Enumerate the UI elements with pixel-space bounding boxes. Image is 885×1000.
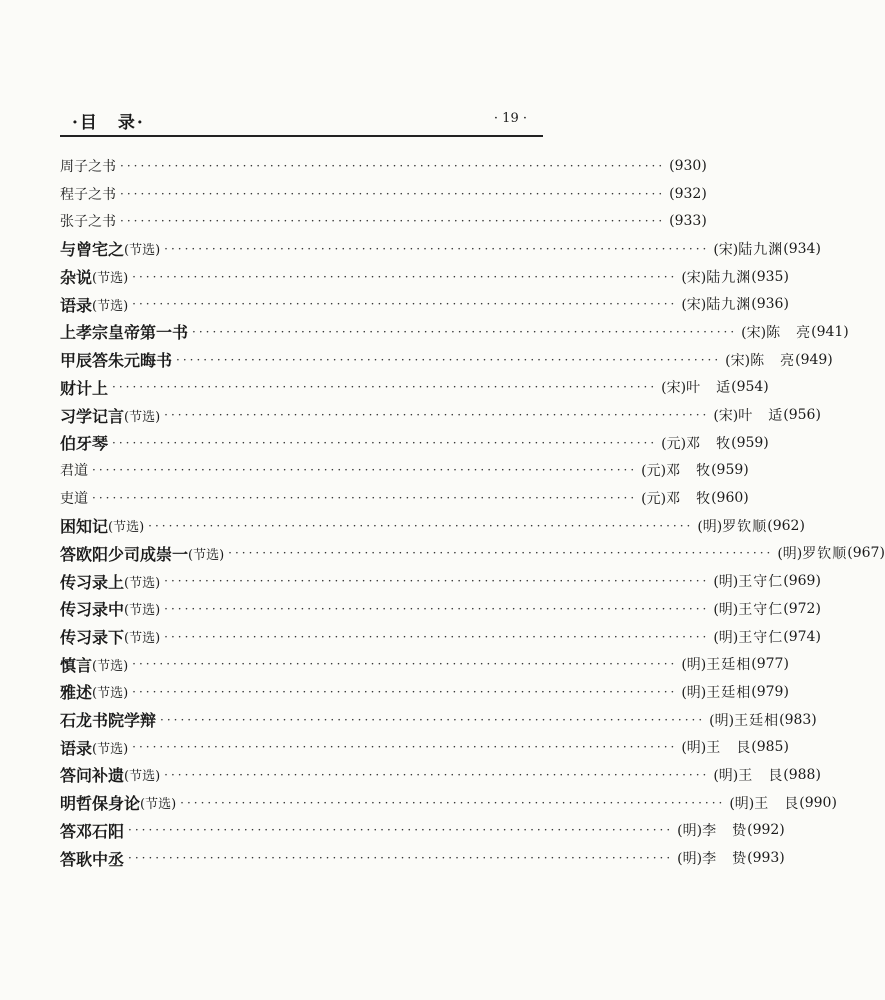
entry-page: (979) [751,683,789,700]
toc-entry [60,180,707,208]
entry-author: 王廷相 [706,684,752,701]
entry-page: (941) [811,323,849,340]
entry-title: 石龙书院学辩 [60,711,157,731]
entry-dynasty: (元) [661,435,687,452]
toc-entry [60,457,749,485]
entry-author: 王廷相 [706,657,752,674]
toc-entry [60,512,805,540]
entry-note: (节选) [124,575,161,591]
toc-entry [60,346,833,374]
entry-note: (节选) [92,741,129,757]
entry-title: 答耿中丞 [60,849,125,869]
toc-entry [60,678,789,706]
entry-title: 上孝宗皇帝第一书 [60,323,189,343]
toc-entry [60,623,821,651]
entry-title: 答欧阳少司成崇一 [60,544,189,564]
dot-leader: ················································································ [228,546,774,561]
entry-page: (936) [751,296,789,313]
dot-leader: ················································································ [164,767,710,782]
entry-page: (993) [747,850,785,867]
entry-author: 王守仁 [738,629,784,646]
toc-entry [60,263,789,291]
entry-page: (933) [669,213,707,230]
entry-dynasty: (明) [713,574,739,591]
entry-page: (959) [711,462,749,479]
entry-author: 邓 牧 [666,491,712,508]
entry-page: (934) [783,240,821,257]
entry-page: (974) [783,628,821,645]
entry-page: (962) [767,517,805,534]
toc-entry [60,733,789,761]
dot-leader: ················································································ [132,740,678,755]
entry-page: (959) [731,434,769,451]
dot-leader: ················································································ [128,851,674,866]
page-number: · 19 · [493,111,527,126]
entry-page: (935) [751,268,789,285]
entry-note: (节选) [92,686,129,702]
entry-dynasty: (明) [713,629,739,646]
entry-title: 伯牙琴 [60,434,109,454]
dot-leader: ················································································ [164,241,710,256]
entry-page: (990) [799,794,837,811]
entry-page: (956) [783,407,821,424]
entry-dynasty: (宋) [713,241,739,258]
entry-dynasty: (明) [681,657,707,674]
dot-leader: ················································································ [192,324,738,339]
entry-title: 程子之书 [60,186,116,203]
toc-entry [60,817,785,845]
entry-author: 李 贽 [702,851,748,868]
entry-title: 杂说 [60,268,93,288]
toc-entry [60,484,749,512]
entry-title: 传习录下 [60,628,125,648]
dot-leader: ················································································ [180,795,726,810]
toc-entry [60,374,769,402]
toc-entry [60,540,885,568]
dot-leader: ················································································ [164,574,710,589]
entry-page: (985) [751,739,789,756]
entry-note: (节选) [124,603,161,619]
entry-dynasty: (明) [681,740,707,757]
section-title: ·目 录· [72,113,145,133]
entry-dynasty: (明) [713,601,739,618]
entry-author: 陆九渊 [738,241,784,258]
dot-leader: ················································································ [132,684,678,699]
entry-dynasty: (明) [777,546,803,563]
dot-leader: ················································································ [120,214,666,229]
entry-page: (972) [783,600,821,617]
entry-note: (节选) [124,769,161,785]
entry-author: 陆九渊 [706,269,752,286]
entry-dynasty: (宋) [741,324,767,341]
entry-title: 答问补遗 [60,766,125,786]
entry-note: (节选) [92,271,129,287]
entry-author: 罗钦顺 [802,546,848,563]
entry-dynasty: (明) [677,823,703,840]
entry-title: 吏道 [60,491,88,508]
entry-title: 习学记言 [60,406,125,426]
entry-dynasty: (元) [641,463,667,480]
entry-title: 张子之书 [60,214,116,231]
entry-title: 雅述 [60,683,93,703]
entry-title: 传习录上 [60,572,125,592]
entry-author: 陈 亮 [766,324,812,341]
dot-leader: ················································································ [132,297,678,312]
dot-leader: ················································································ [112,380,658,395]
entry-author: 叶 适 [738,408,784,425]
dot-leader: ················································································ [132,269,678,284]
entry-dynasty: (明) [697,518,723,535]
entry-author: 罗钦顺 [722,518,768,535]
entry-author: 邓 牧 [666,463,712,480]
entry-page: (977) [751,656,789,673]
dot-leader: ················································································ [112,435,658,450]
entry-title: 语录 [60,295,93,315]
entry-dynasty: (明) [709,712,735,729]
entry-note: (节选) [124,631,161,647]
dot-leader: ················································································ [164,408,710,423]
entry-title: 传习录中 [60,600,125,620]
entry-author: 叶 适 [686,380,732,397]
toc-entry [60,318,849,346]
entry-note: (节选) [108,520,145,536]
toc-entry [60,235,821,263]
dot-leader: ················································································ [148,518,694,533]
entry-author: 王 艮 [738,767,784,784]
entry-page: (969) [783,573,821,590]
toc-entry [60,595,821,623]
entry-dynasty: (宋) [713,408,739,425]
entry-title: 财计上 [60,378,109,398]
entry-title: 君道 [60,463,88,480]
entry-title: 甲辰答朱元晦书 [60,351,173,371]
page-header [60,108,543,136]
entry-dynasty: (宋) [681,297,707,314]
entry-author: 王守仁 [738,574,784,591]
entry-author: 邓 牧 [686,435,732,452]
entry-author: 王守仁 [738,601,784,618]
dot-leader: ················································································ [92,491,638,506]
entry-title: 语录 [60,738,93,758]
dot-leader: ················································································ [176,352,722,367]
entry-title: 周子之书 [60,158,116,175]
entry-page: (930) [669,157,707,174]
entry-dynasty: (元) [641,491,667,508]
entry-title: 答邓石阳 [60,821,125,841]
entry-dynasty: (明) [713,767,739,784]
entry-page: (932) [669,185,707,202]
entry-note: (节选) [124,409,161,425]
entry-page: (949) [795,351,833,368]
entry-page: (960) [711,490,749,507]
entry-page: (988) [783,766,821,783]
entry-dynasty: (明) [729,795,755,812]
entry-note: (节选) [92,298,129,314]
toc-entry [60,207,707,235]
entry-author: 王廷相 [734,712,780,729]
toc-entry [60,761,821,789]
toc-entry [60,401,821,429]
entry-note: (节选) [140,797,177,813]
header-rule [60,135,543,137]
entry-note: (节选) [188,547,225,563]
entry-dynasty: (宋) [725,352,751,369]
table-of-contents [60,152,885,872]
toc-entry [60,650,789,678]
entry-dynasty: (宋) [681,269,707,286]
toc-entry [60,567,821,595]
entry-author: 王 艮 [754,795,800,812]
dot-leader: ················································································ [120,158,666,173]
entry-page: (983) [779,711,817,728]
entry-dynasty: (明) [681,684,707,701]
dot-leader: ················································································ [128,823,674,838]
toc-entry [60,152,707,180]
entry-author: 陈 亮 [750,352,796,369]
toc-entry [60,706,817,734]
toc-entry [60,789,837,817]
entry-author: 陆九渊 [706,297,752,314]
toc-entry [60,844,785,872]
toc-entry [60,290,789,318]
entry-title: 困知记 [60,517,109,537]
entry-note: (节选) [124,243,161,259]
dot-leader: ················································································ [164,629,710,644]
dot-leader: ················································································ [164,601,710,616]
dot-leader: ················································································ [92,463,638,478]
dot-leader: ················································································ [132,657,678,672]
entry-dynasty: (明) [677,851,703,868]
entry-title: 慎言 [60,655,93,675]
entry-title: 与曾宅之 [60,240,125,260]
entry-note: (节选) [92,658,129,674]
entry-page: (992) [747,822,785,839]
entry-page: (954) [731,379,769,396]
dot-leader: ················································································ [160,712,706,727]
entry-dynasty: (宋) [661,380,687,397]
dot-leader: ················································································ [120,186,666,201]
entry-title: 明哲保身论 [60,794,141,814]
entry-page: (967) [847,545,885,562]
entry-author: 王 艮 [706,740,752,757]
toc-entry [60,429,769,457]
entry-author: 李 贽 [702,823,748,840]
